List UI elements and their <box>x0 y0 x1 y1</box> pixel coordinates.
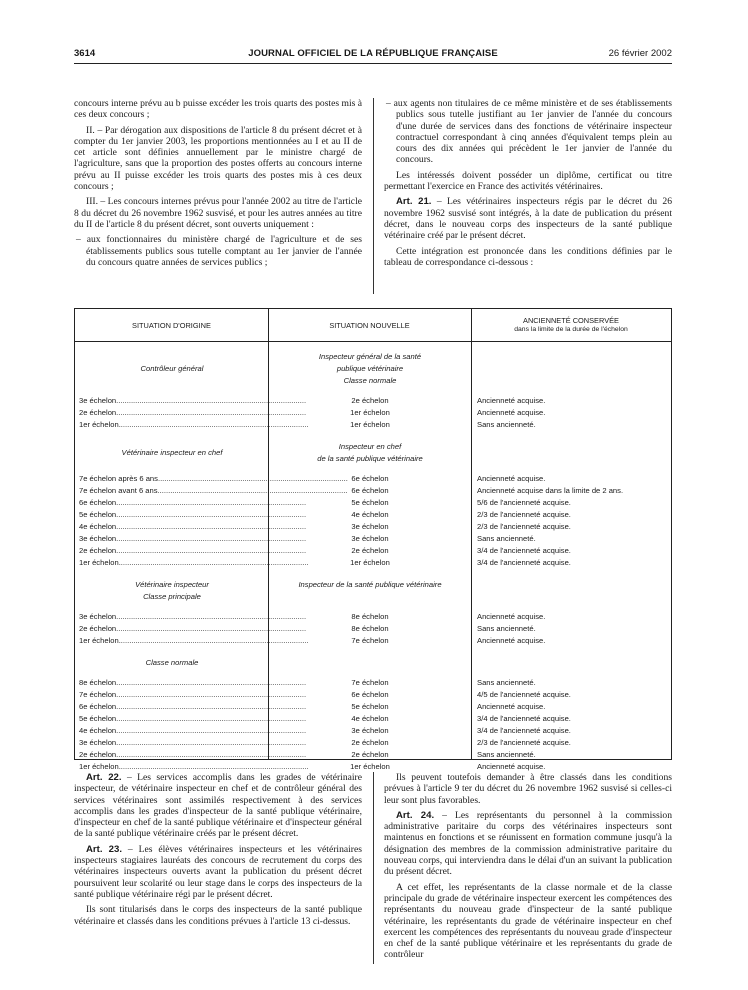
leader-dots: .......................................................................................... <box>116 408 307 417</box>
seniority-kept: 4/5 de l'ancienneté acquise. <box>477 690 571 699</box>
leader-dots: .......................................................................................... <box>118 420 309 429</box>
header-anciennete-title: ANCIENNETÉ CONSERVÉE <box>523 316 619 325</box>
origin-group-title: Contrôleur général <box>140 364 204 373</box>
new-group-title: Inspecteur de la santé publique vétérinaire <box>298 580 442 589</box>
origin-echelon <box>79 521 307 533</box>
new-echelon: 8e échelon <box>351 612 389 621</box>
leader-dots: .......................................................................................... <box>116 522 307 531</box>
leader-dots: .......................................................................................... <box>116 678 307 687</box>
leader-dots: .......................................................................................... <box>157 486 348 495</box>
paragraph <box>384 246 672 269</box>
new-echelon: 4e échelon <box>351 714 389 723</box>
paragraph-text: – Les vétérinaires inspecteurs régis par le décret du 26 novembre 1962 susvisé sont intégrés, à la date de publication du présent décret, dans le nouveau corps des inspecteurs de la santé publique vétérinaire créé par le présent décret. <box>384 196 672 242</box>
leader-dots: .......................................................................................... <box>116 534 307 543</box>
origin-echelon <box>79 485 348 497</box>
origin-group-title: Vétérinaire inspecteur en chef <box>121 448 223 457</box>
origin-echelon-label: 1er échelon <box>79 762 119 771</box>
origin-echelon <box>79 509 307 521</box>
seniority-kept: Sans ancienneté. <box>477 420 536 429</box>
paragraph-text: II. – Par dérogation aux dispositions de l'article 8 du présent décret et à compter du 1er janvier 2003, les proportions mentionnées au I et au II de cet article sont définies annuellement par le ministre chargé de l'agriculture, sans que la proportion des postes offerts au concours interne prévu au II puisse excéder les trois quarts des postes mis à ces deux concours ; <box>74 124 362 193</box>
origin-echelon-label: 3e échelon <box>79 534 117 543</box>
origin-echelon-label: 2e échelon <box>79 408 117 417</box>
leader-dots: .......................................................................................... <box>116 714 307 723</box>
paragraph <box>384 98 672 166</box>
leader-dots: .......................................................................................... <box>157 474 348 483</box>
header-situation-nouvelle: SITUATION NOUVELLE <box>329 320 410 330</box>
seniority-kept: Ancienneté acquise. <box>477 636 546 645</box>
page-header <box>74 48 672 62</box>
journal-title: JOURNAL OFFICIEL DE LA RÉPUBLIQUE FRANÇAISE <box>248 48 498 59</box>
header-situation-origine: SITUATION D'ORIGINE <box>132 320 211 330</box>
seniority-kept: Sans ancienneté. <box>477 624 536 633</box>
new-echelon: 3e échelon <box>351 726 389 735</box>
leader-dots: .......................................................................................... <box>116 624 307 633</box>
paragraph-text: Cette intégration est prononcée dans les conditions définies par le tableau de correspondance ci-dessous : <box>384 245 672 268</box>
seniority-kept: 3/4 de l'ancienneté acquise. <box>477 726 571 735</box>
paragraph-text: – Les élèves vétérinaires inspecteurs et les vétérinaires inspecteurs stagiaires lauréats des concours de recrutement du corps des vétérinaires inspecteurs ouverts avant la publication du présent décret poursuivent leur scolarité ou leur stage dans le corps des inspecteurs de la santé publique vétérinaire régi par le présent décret. <box>74 843 362 900</box>
leader-dots: .......................................................................................... <box>116 750 307 759</box>
new-echelon: 2e échelon <box>351 750 389 759</box>
paragraph <box>384 882 672 961</box>
origin-echelon <box>79 749 307 761</box>
origin-group-title: Classe normale <box>145 658 199 667</box>
paragraph-text: Ils peuvent toutefois demander à être classés dans les conditions prévues à l'article 9 ter du décret du 26 novembre 1962 susvisé si celles-ci leur sont plus favorables. <box>384 772 672 806</box>
seniority-kept: Sans ancienneté. <box>477 678 536 687</box>
leader-dots: .......................................................................................... <box>116 546 307 555</box>
origin-echelon <box>79 713 307 725</box>
bottom-right-column <box>384 772 672 965</box>
origin-echelon-label: 3e échelon <box>79 612 117 621</box>
origin-echelon <box>79 545 307 557</box>
seniority-kept: 2/3 de l'ancienneté acquise. <box>477 522 571 531</box>
origin-group-title: Vétérinaire inspecteur <box>135 580 209 589</box>
new-group-title: de la santé publique vétérinaire <box>317 454 423 463</box>
new-echelon: 6e échelon <box>351 486 389 495</box>
origin-echelon <box>79 395 307 407</box>
new-echelon: 1er échelon <box>350 558 390 567</box>
bottom-left-column <box>74 772 362 931</box>
paragraph <box>74 196 362 230</box>
new-echelon: 3e échelon <box>351 522 389 531</box>
leader-dots: .......................................................................................... <box>116 498 307 507</box>
seniority-kept: Ancienneté acquise. <box>477 396 546 405</box>
new-echelon: 5e échelon <box>351 498 389 507</box>
paragraph <box>74 98 362 121</box>
origin-echelon-label: 1er échelon <box>79 558 119 567</box>
seniority-kept: Ancienneté acquise. <box>477 612 546 621</box>
column-divider <box>373 98 374 294</box>
new-echelon: 6e échelon <box>351 690 389 699</box>
paragraph <box>74 904 362 927</box>
column-divider <box>373 772 374 964</box>
paragraph-text: – aux agents non titulaires de ce même ministère et de ses établissements publics sous tutelle justifiant au 1er janvier de l'année du concours d'une durée de services dans des fonctions de vétérinaire inspecteur contractuel correspondant à cinq années d'équivalent temps plein au cours des dix années qui précèdent le 1er janvier de l'année du concours. <box>386 98 672 166</box>
origin-echelon-label: 5e échelon <box>79 510 117 519</box>
paragraph-text: – Les services accomplis dans les grades de vétérinaire inspecteur, de vétérinaire inspecteur en chef et de contrôleur général des services vétérinaires sont assimilés respectivement à des services accomplis dans les grades d'inspecteur de la santé publique vétérinaire, d'inspecteur en chef de la santé publique vétérinaire et d'inspecteur général de la santé publique vétérinaire créés par le présent décret. <box>74 772 362 840</box>
new-echelon: 7e échelon <box>351 678 389 687</box>
top-left-column <box>74 98 362 272</box>
new-echelon: 2e échelon <box>351 396 389 405</box>
paragraph <box>384 810 672 878</box>
new-echelon: 2e échelon <box>351 546 389 555</box>
leader-dots: .......................................................................................... <box>116 726 307 735</box>
seniority-kept: 2/3 de l'ancienneté acquise. <box>477 510 571 519</box>
publication-date: 26 février 2002 <box>608 48 672 59</box>
seniority-kept: Ancienneté acquise. <box>477 702 546 711</box>
table-header-rule <box>75 341 671 342</box>
paragraph <box>384 196 672 241</box>
paragraph <box>74 234 362 268</box>
origin-echelon <box>79 557 309 569</box>
origin-echelon <box>79 677 307 689</box>
origin-echelon-label: 6e échelon <box>79 498 117 507</box>
origin-echelon <box>79 623 307 635</box>
leader-dots: .......................................................................................... <box>116 396 307 405</box>
article-number: Art. 24. <box>396 809 435 821</box>
new-echelon: 1er échelon <box>350 420 390 429</box>
header-anciennete-subtitle: dans la limite de la durée de l'échelon <box>514 326 628 333</box>
origin-echelon <box>79 689 307 701</box>
page-number: 3614 <box>74 48 96 59</box>
new-echelon: 4e échelon <box>351 510 389 519</box>
leader-dots: .......................................................................................... <box>116 510 307 519</box>
paragraph-text: Ils sont titularisés dans le corps des inspecteurs de la santé publique vétérinaire et classés dans les conditions prévues à l'article 13 ci-dessus. <box>74 904 362 927</box>
origin-echelon-label: 4e échelon <box>79 522 117 531</box>
paragraph <box>74 772 362 840</box>
origin-echelon-label: 2e échelon <box>79 624 117 633</box>
header-rule <box>74 63 672 64</box>
origin-echelon <box>79 635 309 647</box>
seniority-kept: Ancienneté acquise. <box>477 474 546 483</box>
new-group-title: Classe normale <box>343 376 397 385</box>
origin-echelon-label: 3e échelon <box>79 738 117 747</box>
header-anciennete <box>471 309 671 341</box>
paragraph <box>384 170 672 193</box>
leader-dots: .......................................................................................... <box>118 558 309 567</box>
origin-echelon <box>79 419 309 431</box>
table-column-divider <box>471 309 472 759</box>
article-number: Art. 21. <box>396 196 432 208</box>
paragraph-text: III. – Les concours internes prévus pour l'année 2002 au titre de l'article 8 du décret du 26 novembre 1962 susvisé, et pour les autres années au titre du II de l'article 8 du présent décret, sont ouverts uniquement : <box>74 196 362 230</box>
new-echelon: 1er échelon <box>350 408 390 417</box>
new-echelon: 7e échelon <box>351 636 389 645</box>
origin-echelon-label: 1er échelon <box>79 420 119 429</box>
new-echelon: 5e échelon <box>351 702 389 711</box>
origin-echelon <box>79 473 348 485</box>
leader-dots: .......................................................................................... <box>118 762 309 771</box>
leader-dots: .......................................................................................... <box>116 612 307 621</box>
origin-echelon-label: 7e échelon après 6 ans <box>79 474 158 483</box>
new-echelon: 2e échelon <box>351 738 389 747</box>
new-group-title: Inspecteur en chef <box>338 442 402 451</box>
paragraph-text: – aux fonctionnaires du ministère chargé de l'agriculture et de ses établissements publics sous tutelle comptant au 1er janvier de l'année du concours quatre années de services publics ; <box>76 234 362 268</box>
paragraph-text: Les intéressés doivent posséder un diplôme, certificat ou titre permettant l'exercice en France des activités vétérinaires. <box>384 169 672 193</box>
seniority-kept: 3/4 de l'ancienneté acquise. <box>477 714 571 723</box>
seniority-kept: Ancienneté acquise. <box>477 408 546 417</box>
seniority-kept: Sans ancienneté. <box>477 750 536 759</box>
leader-dots: .......................................................................................... <box>118 636 309 645</box>
new-group-title: publique vétérinaire <box>336 364 404 373</box>
correspondence-table <box>74 308 672 771</box>
seniority-kept: 5/6 de l'ancienneté acquise. <box>477 498 571 507</box>
origin-echelon-label: 7e échelon avant 6 ans <box>79 486 158 495</box>
seniority-kept: 3/4 de l'ancienneté acquise. <box>477 546 571 555</box>
leader-dots: .......................................................................................... <box>116 690 307 699</box>
seniority-kept: Ancienneté acquise. <box>477 762 546 771</box>
origin-echelon <box>79 725 307 737</box>
article-number: Art. 22. <box>86 772 122 783</box>
leader-dots: .......................................................................................... <box>116 702 307 711</box>
origin-echelon-label: 7e échelon <box>79 690 117 699</box>
article-number: Art. 23. <box>86 843 123 855</box>
new-echelon: 6e échelon <box>351 474 389 483</box>
origin-echelon-label: 2e échelon <box>79 546 117 555</box>
paragraph <box>384 772 672 806</box>
seniority-kept: 2/3 de l'ancienneté acquise. <box>477 738 571 747</box>
origin-echelon-label: 6e échelon <box>79 702 117 711</box>
origin-echelon <box>79 737 307 749</box>
new-echelon: 1er échelon <box>350 762 390 771</box>
paragraph <box>74 125 362 193</box>
seniority-kept: Ancienneté acquise dans la limite de 2 ans. <box>477 486 624 495</box>
paragraph <box>74 844 362 900</box>
origin-echelon-label: 1er échelon <box>79 636 119 645</box>
seniority-kept: 3/4 de l'ancienneté acquise. <box>477 558 571 567</box>
origin-echelon <box>79 701 307 713</box>
origin-echelon <box>79 497 307 509</box>
origin-echelon <box>79 533 307 545</box>
new-group-title: Inspecteur général de la santé <box>318 352 422 361</box>
top-right-column <box>384 98 672 272</box>
origin-echelon-label: 2e échelon <box>79 750 117 759</box>
paragraph-text: concours interne prévu au b puisse excéder les trois quarts des postes mis à ces deux concours ; <box>74 98 362 121</box>
origin-echelon-label: 4e échelon <box>79 726 117 735</box>
origin-echelon <box>79 407 307 419</box>
origin-echelon-label: 5e échelon <box>79 714 117 723</box>
origin-echelon <box>79 611 307 623</box>
origin-echelon-label: 8e échelon <box>79 678 117 687</box>
paragraph-text: – Les représentants du personnel à la commission administrative paritaire du corps des vétérinaires inspecteurs sont maintenus en fonctions et se réunissent en formation commune jusqu'à la désignation des membres de la commission administrative paritaire du nouveau corps, qui interviendra dans le délai d'un an suivant la publication du présent décret. <box>384 809 672 878</box>
seniority-kept: Sans ancienneté. <box>477 534 536 543</box>
leader-dots: .......................................................................................... <box>116 738 307 747</box>
origin-echelon-label: 3e échelon <box>79 396 117 405</box>
paragraph-text: A cet effet, les représentants de la classe normale et de la classe principale du grade de vétérinaire inspecteur exercent les compétences des représentants du nouveau grade d'inspecteur de la santé publique vétérinaire, les représentants du grade de vétérinaire inspecteur en chef exercent les compétences des représentants du nouveau grade d'inspecteur en chef de la santé publique vétérinaire et les représentants du grade de contrôleur <box>384 881 672 961</box>
new-echelon: 8e échelon <box>351 624 389 633</box>
origin-group-title: Classe principale <box>143 592 201 601</box>
new-echelon: 3e échelon <box>351 534 389 543</box>
